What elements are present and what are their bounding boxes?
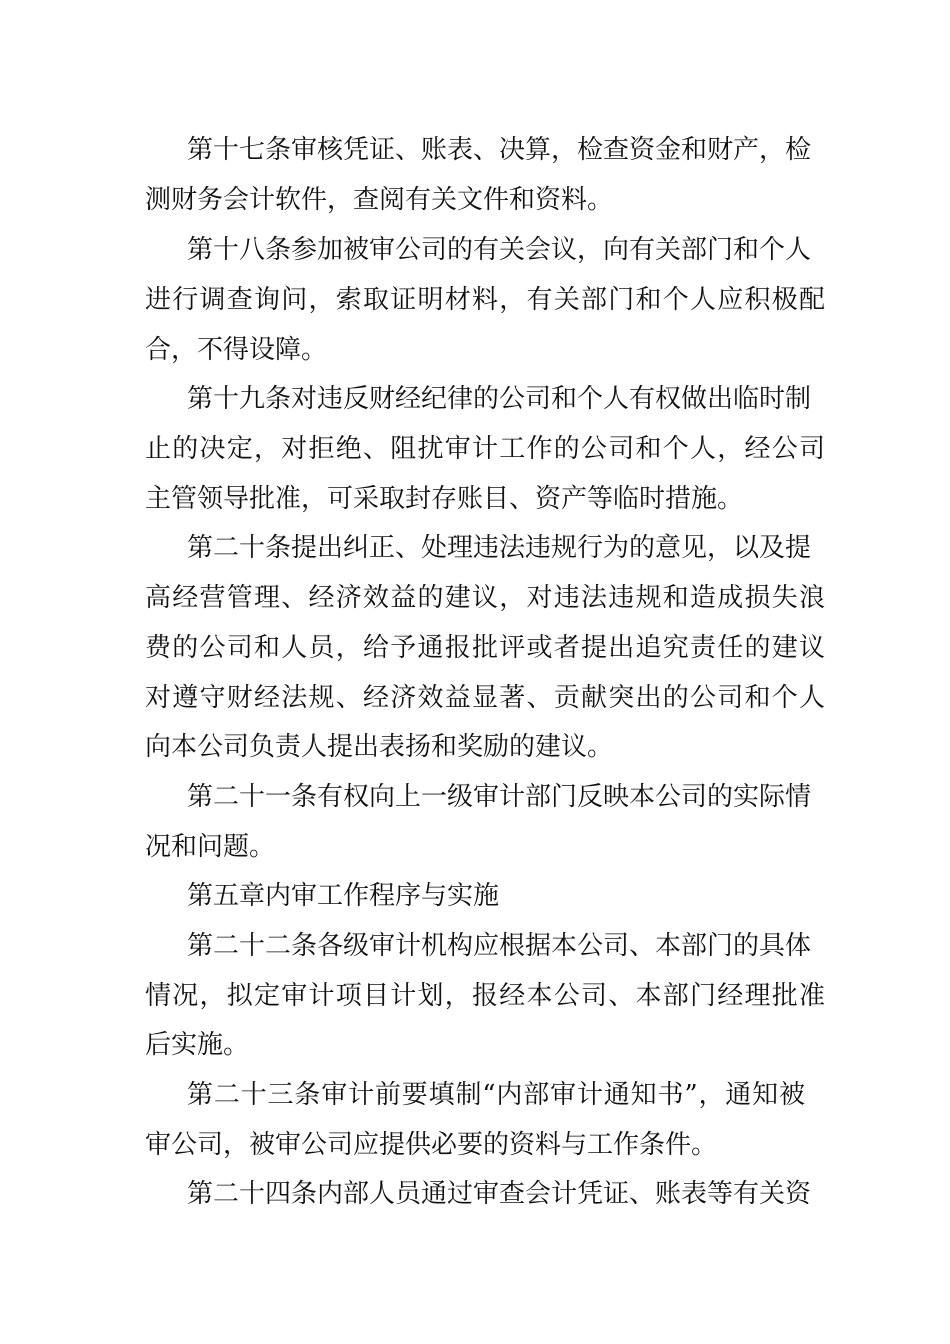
text-line: 审公司，被审公司应提供必要的资料与工作条件。 [145, 1130, 718, 1160]
text-line: 合，不得设障。 [145, 335, 328, 365]
text-line: 情况，拟定审计项目计划，报经本公司、本部门经理批准 [145, 981, 825, 1011]
text-line: 况和问题。 [145, 832, 276, 862]
text-line: 主管领导批准，可采取封存账目、资产等临时措施。 [145, 484, 744, 514]
text-line: 第二十条提出纠正、处理违法违规行为的意见，以及提 [187, 533, 812, 563]
text-line: 第十八条参加被审公司的有关会议，向有关部门和个人 [187, 235, 812, 265]
text-line: 向本公司负责人提出表扬和奖励的建议。 [145, 732, 614, 762]
text-line: 第二十四条内部人员通过审查会计凭证、账表等有关资 [187, 1179, 812, 1209]
text-line: 第十九条对违反财经纪律的公司和个人有权做出临时制 [187, 384, 812, 414]
text-line: 对遵守财经法规、经济效益显著、贡献突出的公司和个人 [145, 683, 825, 713]
text-line: 后实施。 [145, 1030, 250, 1060]
text-line: 进行调查询问，索取证明材料，有关部门和个人应积极配 [145, 285, 825, 315]
text-line: 第二十三条审计前要填制“内部审计通知书”，通知被 [187, 1080, 805, 1110]
text-line: 第二十一条有权向上一级审计部门反映本公司的实际情 [187, 782, 812, 812]
text-line: 高经营管理、经济效益的建议，对违法违规和造成损失浪 [145, 583, 825, 613]
text-line: 费的公司和人员，给予通报批评或者提出追究责任的建议 [145, 633, 825, 663]
text-line: 第二十二条各级审计机构应根据本公司、本部门的具体 [187, 931, 812, 961]
text-line: 第十七条审核凭证、账表、决算，检查资金和财产，检 [187, 135, 812, 165]
text-line: 测财务会计软件，查阅有关文件和资料。 [145, 185, 614, 215]
text-line: 止的决定，对拒绝、阻扰审计工作的公司和个人，经公司 [145, 434, 825, 464]
chapter-heading: 第五章内审工作程序与实施 [187, 881, 500, 911]
